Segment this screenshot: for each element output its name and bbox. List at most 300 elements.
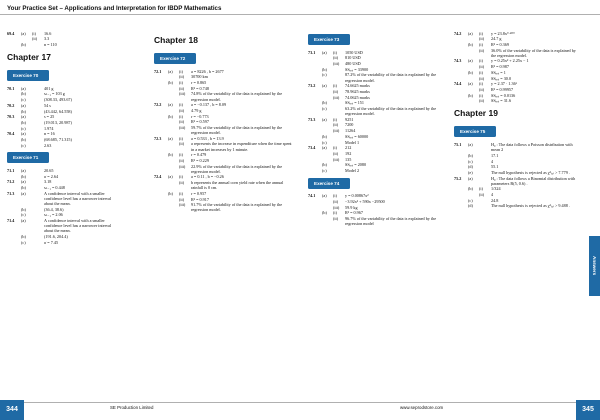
subpart-label: (i) bbox=[479, 58, 483, 64]
answer-row bbox=[454, 186, 580, 191]
question-number: 75.2 bbox=[454, 175, 462, 181]
answer-text: (36.4, 38.6) bbox=[44, 206, 64, 212]
subpart-label: (ii) bbox=[333, 216, 339, 222]
answer-row bbox=[154, 152, 294, 157]
answer-text: 3.18 bbox=[44, 179, 52, 185]
part-label: (a) bbox=[21, 85, 26, 91]
answer-row bbox=[154, 119, 294, 124]
answer-text: 74.0625 marks bbox=[345, 94, 370, 100]
answer-row bbox=[7, 36, 119, 41]
subpart-label: (i) bbox=[179, 68, 183, 74]
part-label: (b) bbox=[322, 162, 327, 168]
answer-text: 4 bbox=[491, 192, 494, 198]
answer-text: y = 23.8x⁰·⁴⁰⁰ bbox=[491, 30, 515, 36]
answer-row bbox=[7, 143, 119, 148]
answer-text: Model 1 bbox=[345, 139, 360, 145]
answer-text: r = −0.773 bbox=[191, 113, 209, 119]
answer-text: (19.013, 20.987) bbox=[44, 119, 72, 125]
part-label: (a) bbox=[168, 135, 173, 141]
answer-text: a represents the increase in expenditure when the time spent in a market increases by 1 minute. bbox=[191, 141, 292, 152]
part-label: (a) bbox=[21, 131, 26, 137]
subpart-label: (i) bbox=[179, 80, 183, 86]
part-label: (a) bbox=[468, 30, 473, 36]
answer-row bbox=[154, 114, 294, 119]
answer-text: R² = 0.369 bbox=[491, 41, 509, 47]
answer-text: 96.7% of the variability of the data is explained by the regression model bbox=[345, 216, 437, 227]
answer-text: R² = 0.917 bbox=[191, 196, 209, 202]
subpart-label: (i) bbox=[32, 30, 36, 36]
part-label: (d) bbox=[468, 164, 473, 170]
part-label: (a) bbox=[21, 190, 26, 196]
answer-row bbox=[454, 76, 580, 81]
answer-row bbox=[454, 142, 580, 152]
answer-row bbox=[308, 157, 448, 162]
subpart-label: (ii) bbox=[479, 192, 485, 198]
part-label: (a) bbox=[468, 175, 473, 181]
answer-row bbox=[308, 162, 448, 167]
answer-row bbox=[308, 61, 448, 66]
answer-column-3 bbox=[308, 30, 448, 227]
answer-row bbox=[154, 86, 294, 91]
header-divider bbox=[0, 14, 600, 15]
subpart-label: (iii) bbox=[179, 124, 186, 130]
answer-row bbox=[308, 168, 448, 173]
subpart-label: (ii) bbox=[179, 74, 185, 80]
answer-row bbox=[308, 216, 448, 226]
part-label: (b) bbox=[21, 119, 26, 125]
answer-text: 3.3 bbox=[44, 36, 50, 42]
answer-text: 24.7 g bbox=[491, 36, 502, 42]
answer-row bbox=[308, 199, 448, 204]
subpart-label: (ii) bbox=[179, 157, 185, 163]
subpart-label: (ii) bbox=[479, 98, 485, 104]
answer-row bbox=[454, 42, 580, 47]
answer-row bbox=[7, 42, 119, 47]
question-number: 74.3 bbox=[454, 58, 462, 64]
answer-row bbox=[154, 197, 294, 202]
question-number: 73.1 bbox=[308, 49, 316, 55]
answer-row bbox=[308, 72, 448, 82]
answer-text: 78.9625 marks bbox=[345, 88, 370, 94]
answer-text: R² = 0.99957 bbox=[491, 86, 514, 92]
subpart-label: (i) bbox=[333, 193, 337, 199]
question-number: 73.2 bbox=[308, 83, 316, 89]
answer-row bbox=[154, 74, 294, 79]
subpart-label: (i) bbox=[179, 113, 183, 119]
answer-row bbox=[7, 137, 119, 142]
answer-text: 30700 km bbox=[191, 74, 208, 80]
answer-row bbox=[454, 203, 580, 208]
question-number: 71.3 bbox=[7, 190, 15, 196]
subpart-label: (ii) bbox=[179, 141, 185, 147]
answer-text: 20.65 bbox=[44, 168, 54, 173]
answer-row bbox=[308, 151, 448, 156]
subpart-label: (i) bbox=[479, 41, 483, 47]
answer-row bbox=[154, 108, 294, 113]
part-label: (c) bbox=[21, 212, 26, 218]
question-number: 74.2 bbox=[454, 30, 462, 36]
page-header-title: Your Practice Set – Applications and Interpretation for IBDP Mathematics bbox=[7, 5, 222, 12]
question-number: 70.3 bbox=[7, 114, 15, 120]
answer-text: H₀ : The data follows a Poisson distribution with mean 2 bbox=[491, 142, 573, 153]
subpart-label: (iii) bbox=[333, 61, 340, 67]
part-label: (a) bbox=[322, 49, 327, 55]
part-label: (e) bbox=[468, 169, 473, 175]
question-number: 69.4 bbox=[7, 30, 15, 36]
subpart-label: (ii) bbox=[479, 47, 485, 53]
part-label: (c) bbox=[468, 197, 473, 203]
answer-row bbox=[308, 193, 448, 198]
answer-text: y = 0.25x² + 2.25x − 1 bbox=[491, 58, 529, 64]
answer-row bbox=[454, 198, 580, 203]
answer-text: SSᵣₑₛ = 1 bbox=[491, 69, 506, 75]
answer-row bbox=[154, 91, 294, 101]
question-number: 74.4 bbox=[454, 81, 462, 87]
answer-row bbox=[7, 91, 119, 96]
part-label: (c) bbox=[322, 167, 327, 173]
answer-text: 4 bbox=[491, 158, 494, 164]
answer-text: 63.2% of the variability of the data is explained by the regression model. bbox=[345, 105, 437, 117]
subpart-label: (i) bbox=[179, 174, 183, 180]
subpart-label: (i) bbox=[333, 49, 337, 55]
answer-row bbox=[7, 174, 119, 179]
subpart-label: (ii) bbox=[479, 36, 485, 42]
answer-text: SSᵣₑₛ = 60000 bbox=[345, 133, 369, 139]
part-label: (a) bbox=[168, 68, 173, 74]
answer-text: 24.8 bbox=[491, 197, 499, 203]
subpart-label: (i) bbox=[479, 69, 483, 75]
answer-text: 810 USD bbox=[345, 55, 361, 61]
answer-text: 55.1 bbox=[491, 164, 499, 170]
answer-row bbox=[308, 117, 448, 122]
subpart-label: (iii) bbox=[333, 128, 340, 134]
exercise-label: Exercise 73 bbox=[308, 34, 350, 45]
answer-text: 36.0% of the variability of the data is explained by the regression model. bbox=[491, 47, 576, 58]
part-label: (b) bbox=[21, 233, 26, 239]
answer-row bbox=[454, 31, 580, 36]
part-label: (c) bbox=[322, 139, 327, 145]
part-label: (a) bbox=[322, 145, 327, 151]
subpart-label: (i) bbox=[179, 152, 183, 158]
answer-row bbox=[454, 87, 580, 92]
answer-text: a = −0.137 , b = 8.09 bbox=[191, 102, 227, 108]
question-number: 70.2 bbox=[7, 102, 15, 108]
answer-row bbox=[154, 158, 294, 163]
subpart-label: (ii) bbox=[179, 180, 185, 186]
page-number-left: 344 bbox=[0, 400, 24, 420]
subpart-label: (i) bbox=[333, 210, 337, 216]
answer-text: r = 0.957 bbox=[191, 190, 207, 196]
part-label: (a) bbox=[21, 168, 26, 173]
part-label: (b) bbox=[21, 206, 26, 212]
subpart-label: (ii) bbox=[479, 64, 485, 70]
subpart-label: (ii) bbox=[179, 119, 185, 125]
answer-row bbox=[308, 50, 448, 55]
answer-row bbox=[454, 192, 580, 197]
part-label: (a) bbox=[322, 116, 327, 122]
answer-text: sₙ₋₁ = 103 g bbox=[44, 91, 65, 97]
answer-row bbox=[154, 69, 294, 74]
part-label: (a) bbox=[21, 114, 26, 120]
answer-row bbox=[454, 58, 580, 63]
part-label: (a) bbox=[21, 179, 26, 185]
subpart-label: (iii) bbox=[333, 204, 340, 210]
question-number: 73.4 bbox=[308, 145, 316, 151]
answer-row bbox=[308, 122, 448, 127]
answer-row bbox=[7, 234, 119, 239]
answer-row bbox=[7, 212, 119, 217]
answers-side-tab: Answers bbox=[589, 236, 600, 296]
part-label: (c) bbox=[322, 105, 327, 111]
part-label: (c) bbox=[322, 72, 327, 78]
answer-row bbox=[7, 240, 119, 245]
question-number: 72.1 bbox=[154, 68, 162, 74]
part-label: (b) bbox=[468, 186, 473, 192]
answer-text: 135 bbox=[345, 156, 352, 162]
subpart-label: (i) bbox=[179, 102, 183, 108]
answer-text: −3.92x² + 590x −29500 bbox=[345, 199, 385, 204]
answer-row bbox=[7, 168, 119, 173]
answer-row bbox=[454, 81, 580, 86]
subpart-label: (iii) bbox=[333, 156, 340, 162]
answer-row bbox=[7, 207, 119, 212]
answer-text: sₙ₋₁ = 0.448 bbox=[44, 185, 65, 191]
answer-row bbox=[308, 140, 448, 145]
part-label: (a) bbox=[21, 30, 26, 36]
answer-text: a = 0.533 , b = 13.9 bbox=[191, 135, 224, 141]
part-label: (b) bbox=[322, 66, 327, 72]
answer-row bbox=[308, 145, 448, 150]
answer-row bbox=[7, 191, 119, 206]
answer-row bbox=[308, 210, 448, 215]
question-number: 72.2 bbox=[154, 102, 162, 108]
answer-row bbox=[7, 103, 119, 108]
answer-text: R² = 0.597 bbox=[191, 119, 209, 125]
answer-row bbox=[454, 48, 580, 58]
answer-row bbox=[308, 128, 448, 133]
answer-row bbox=[7, 97, 119, 102]
answer-text: 87.2% of the variability of the data is explained by the regression model. bbox=[345, 72, 437, 83]
part-label: (b) bbox=[21, 185, 26, 191]
exercise-label: Exercise 70 bbox=[7, 70, 49, 81]
answer-text: 74.8% of the variability of the data is explained by the regression model. bbox=[191, 91, 283, 102]
question-number: 74.1 bbox=[308, 193, 316, 199]
answer-text: A confidence interval with a smaller confidence level has a narrower interval about the mean. bbox=[44, 190, 112, 206]
question-number: 70.4 bbox=[7, 131, 15, 137]
answer-text: y = 2.37 · 1.36ˣ bbox=[491, 81, 517, 87]
part-label: (c) bbox=[21, 125, 26, 131]
subpart-label: (iii) bbox=[179, 163, 186, 169]
answer-row bbox=[308, 134, 448, 139]
answer-row bbox=[308, 95, 448, 100]
answer-row bbox=[454, 164, 580, 169]
chapter-heading: Chapter 18 bbox=[154, 35, 198, 45]
answer-row bbox=[454, 176, 580, 186]
answer-text: 401 g bbox=[44, 85, 54, 91]
answer-text: SSᵣₑₛ = 0.0136 bbox=[491, 92, 516, 98]
answer-text: y = 0.00867x² bbox=[345, 193, 369, 199]
part-label: (b) bbox=[21, 136, 26, 142]
answer-column-2 bbox=[154, 30, 294, 213]
answer-row bbox=[154, 180, 294, 190]
part-label: (a) bbox=[168, 174, 173, 180]
part-label: (a) bbox=[468, 142, 473, 148]
subpart-label: (ii) bbox=[333, 150, 339, 156]
answer-text: SSᵣₑₛ = 30.0 bbox=[491, 75, 512, 81]
answer-row bbox=[308, 100, 448, 105]
subpart-label: (ii) bbox=[479, 75, 485, 81]
subpart-label: (i) bbox=[179, 135, 183, 141]
answer-row bbox=[7, 185, 119, 190]
answer-row bbox=[454, 153, 580, 158]
question-number: 70.1 bbox=[7, 85, 15, 91]
answer-text: SSᵣₑₛ = 151 bbox=[345, 100, 364, 106]
answer-row bbox=[308, 67, 448, 72]
part-label: (a) bbox=[468, 81, 473, 87]
part-label: (d) bbox=[468, 203, 473, 209]
subpart-label: (i) bbox=[479, 186, 483, 192]
subpart-label: (i) bbox=[179, 190, 183, 196]
answer-row bbox=[308, 83, 448, 88]
answer-text: SSᵣₑₛ = 31.6 bbox=[491, 98, 512, 104]
answer-text: Model 2 bbox=[345, 167, 360, 173]
answer-text: 1.974 bbox=[44, 125, 54, 131]
answer-text: R² = 0.229 bbox=[191, 157, 209, 163]
answer-text: R² = 0.967 bbox=[345, 210, 363, 216]
answer-text: b represents the annual corn yield rate when the annual rainfall is 0 cm. bbox=[191, 180, 284, 191]
exercise-label: Exercise 71 bbox=[7, 152, 49, 163]
answer-row bbox=[454, 98, 580, 103]
answer-text: The null hypothesis is rejected as χ²ₜₐₗ > 7.779 . bbox=[491, 169, 570, 175]
answer-text: SSᵣₑₛ = 33900 bbox=[345, 66, 369, 72]
part-label: (a) bbox=[468, 58, 473, 64]
question-number: 75.1 bbox=[454, 142, 462, 148]
answer-column-1 bbox=[7, 30, 119, 245]
answer-text: r = 0.865 bbox=[191, 80, 207, 86]
question-number: 72.3 bbox=[154, 135, 162, 141]
part-label: (b) bbox=[21, 173, 26, 179]
answer-text: 7200 bbox=[345, 122, 354, 128]
publisher-website: www.seprodstore.com bbox=[400, 405, 444, 410]
answer-row bbox=[308, 205, 448, 210]
answer-row bbox=[454, 170, 580, 175]
part-label: (b) bbox=[322, 133, 327, 139]
subpart-label: (i) bbox=[479, 30, 483, 36]
answer-row bbox=[7, 31, 119, 36]
part-label: (a) bbox=[322, 193, 327, 199]
part-label: (b) bbox=[468, 152, 473, 158]
answer-text: 11264 bbox=[345, 128, 356, 134]
answer-text: 9251 bbox=[345, 116, 354, 122]
answer-text: a = 0.11 , b = −0.26 bbox=[191, 174, 224, 180]
exercise-label: Exercise 74 bbox=[308, 178, 350, 189]
answer-text: 91.7% of the variability of the data is explained by the regression model. bbox=[191, 202, 283, 213]
part-label: (a) bbox=[322, 83, 327, 89]
part-label: (c) bbox=[21, 239, 26, 245]
answer-row bbox=[154, 141, 294, 151]
exercise-label: Exercise 75 bbox=[454, 126, 496, 137]
answer-row bbox=[154, 174, 294, 179]
answer-row bbox=[7, 86, 119, 91]
answer-row bbox=[7, 179, 119, 184]
part-label: (b) bbox=[468, 69, 473, 75]
answer-text: 17.1 bbox=[491, 152, 499, 158]
answer-text: 4.79 g bbox=[191, 107, 202, 113]
answer-row bbox=[454, 70, 580, 75]
answer-row bbox=[308, 55, 448, 60]
subpart-label: (ii) bbox=[333, 55, 339, 61]
answer-row bbox=[7, 131, 119, 136]
part-label: (c) bbox=[21, 142, 26, 148]
answer-text: sₙ₋₁ = 2.06 bbox=[44, 212, 63, 218]
answer-row bbox=[454, 93, 580, 98]
chapter-heading: Chapter 17 bbox=[7, 52, 51, 63]
subpart-label: (i) bbox=[333, 116, 337, 122]
answer-text: 192 bbox=[345, 150, 352, 156]
part-label: (b) bbox=[168, 113, 173, 119]
answer-text: r = 0.479 bbox=[191, 152, 207, 158]
part-label: (b) bbox=[168, 190, 173, 196]
chapter-heading: Chapter 19 bbox=[454, 108, 498, 119]
answer-row bbox=[308, 89, 448, 94]
answer-text: R² = 0.748 bbox=[191, 85, 209, 91]
part-label: (b) bbox=[168, 152, 173, 158]
subpart-label: (i) bbox=[333, 83, 337, 89]
answer-row bbox=[154, 202, 294, 212]
answer-text: A confidence interval with a smaller confidence level has a narrower interval about the mean. bbox=[44, 218, 112, 234]
answer-text: 2.63 bbox=[44, 142, 52, 148]
subpart-label: (ii) bbox=[32, 36, 38, 42]
page-number-right: 345 bbox=[576, 400, 600, 420]
subpart-label: (iii) bbox=[179, 91, 186, 97]
part-label: (b) bbox=[21, 91, 26, 97]
answer-row bbox=[154, 191, 294, 196]
part-label: (b) bbox=[322, 100, 327, 106]
part-label: (a) bbox=[21, 218, 26, 223]
answer-row bbox=[154, 136, 294, 141]
answer-row bbox=[154, 125, 294, 135]
answer-text: (43.442, 64.558) bbox=[44, 108, 72, 114]
answer-text: 22.9% of the variability of the data is explained by the regression model. bbox=[191, 163, 283, 174]
answer-row bbox=[7, 126, 119, 131]
part-label: (c) bbox=[21, 97, 26, 103]
answer-text: (308.33, 493.67) bbox=[44, 97, 72, 103]
answer-text: σ = 2.64 bbox=[44, 173, 59, 179]
part-label: (a) bbox=[168, 102, 173, 108]
answer-text: s = 25 bbox=[44, 114, 55, 120]
answer-text: 1050 USD bbox=[345, 49, 363, 55]
subpart-label: (ii) bbox=[333, 122, 339, 128]
subpart-label: (ii) bbox=[179, 196, 185, 202]
answer-text: (68.685, 71.315) bbox=[44, 136, 72, 142]
answer-row bbox=[454, 159, 580, 164]
answer-row bbox=[7, 109, 119, 114]
answer-row bbox=[454, 36, 580, 41]
answer-row bbox=[454, 64, 580, 69]
subpart-label: (ii) bbox=[333, 199, 339, 204]
subpart-label: (i) bbox=[479, 92, 483, 98]
answer-text: 16.6 bbox=[44, 30, 52, 36]
answer-text: 54 s bbox=[44, 102, 51, 108]
answer-text: The null hypothesis is rejected as χ²ₜₐₗ > 9.488 . bbox=[491, 203, 570, 209]
subpart-label: (ii) bbox=[179, 107, 185, 113]
subpart-label: (i) bbox=[333, 145, 337, 151]
answer-text: 59.9 kg bbox=[345, 204, 358, 210]
question-number: 71.1 bbox=[7, 168, 15, 173]
part-label: (b) bbox=[468, 41, 473, 47]
footer-divider bbox=[0, 402, 600, 403]
answer-text: 59.7% of the variability of the data is explained by the regression model. bbox=[191, 124, 283, 136]
